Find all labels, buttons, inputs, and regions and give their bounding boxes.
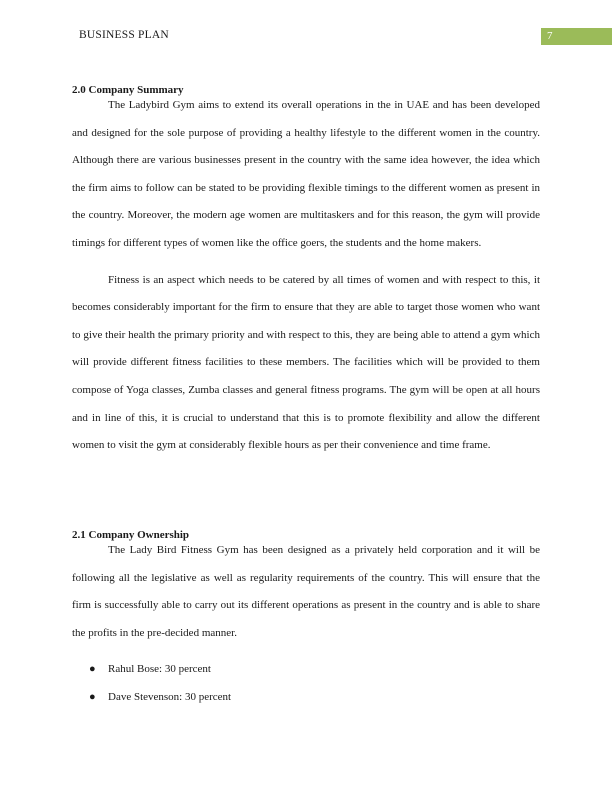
ownership-list (72, 656, 540, 711)
company-summary-section (72, 84, 540, 460)
section-heading: 2.1 Company Ownership (72, 529, 190, 541)
paragraph: The Lady Bird Fitness Gym has been designed as a privately held corporation and it will be following all the legislative as well as regularity requirements of the country. This will ensure that the firm is successfully able to carry out its different operations as present in the country and is able to share the profits in the pre-decided manner. (72, 544, 540, 639)
company-ownership-section (72, 529, 540, 712)
paragraph: Fitness is an aspect which needs to be catered by all times of women and with respect to this, it becomes considerably important for the firm to ensure that they are able to target those women who want to give their health the primary priority and with respect to this, they are being able to attend a gym which will provide different fitness facilities to these members. The facilities which will be provided to them compose of Yoga classes, Zumba classes and general fitness programs. The gym will be open at all hours and in line of this, it is crucial to understand that this is to promote flexibility and allow the different women to visit the gym at considerably flexible hours as per their convenience and time frame. (72, 273, 540, 452)
paragraph: The Ladybird Gym aims to extend its overall operations in the in UAE and has been developed and designed for the sole purpose of providing a healthy lifestyle to the different women in the country. Although there are various businesses present in the country with the same idea however, the idea which the firm aims to follow can be stated to be providing flexible timings to the different women as present in the country. Moreover, the modern age women are multitaskers and for this reason, the gym will provide timings for different types of women like the office goers, the students and the home makers. (72, 99, 540, 249)
list-item (72, 684, 540, 712)
page-number: 7 (541, 28, 612, 45)
list-item (72, 656, 540, 684)
header-title: BUSINESS PLAN (79, 29, 169, 41)
bullet-icon: ● (89, 690, 96, 703)
section-heading: 2.0 Company Summary (72, 84, 184, 96)
list-item-text: Dave Stevenson: 30 percent (108, 690, 232, 703)
bullet-icon: ● (89, 663, 96, 676)
list-item-text: Rahul Bose: 30 percent (108, 663, 211, 676)
